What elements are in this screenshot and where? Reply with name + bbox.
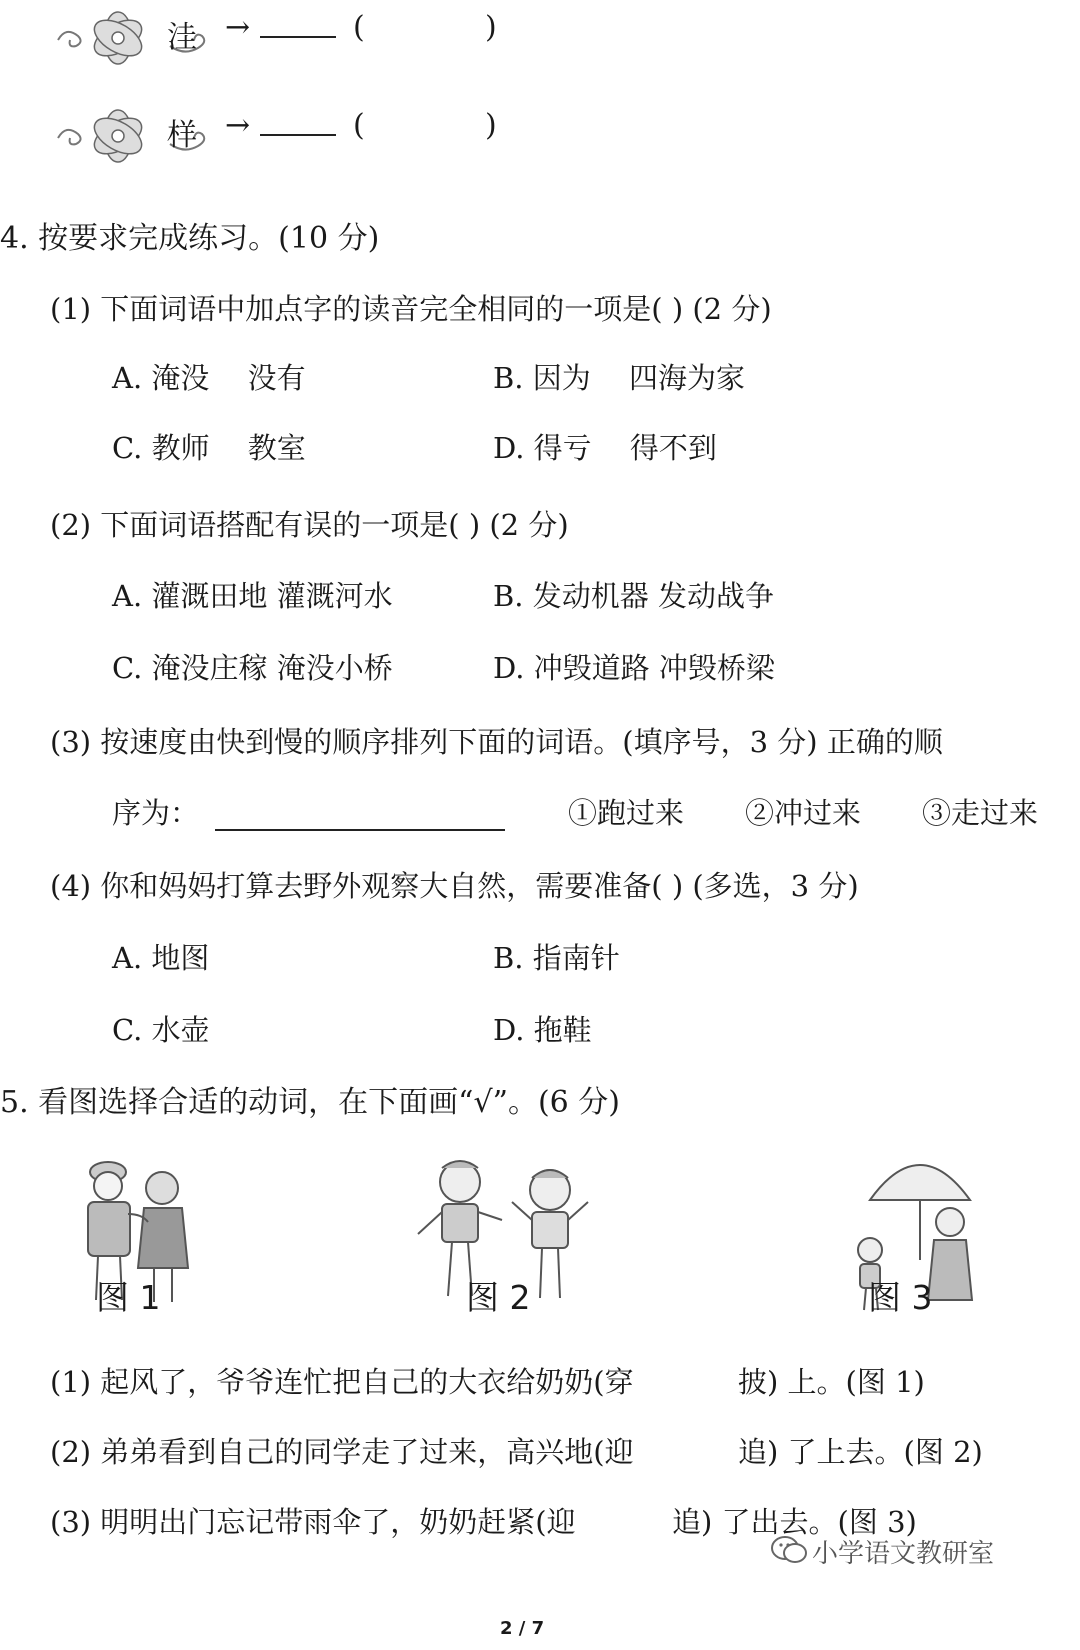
flower-row-2	[50, 98, 550, 180]
option-b[interactable]: B. 因为 四海为家	[493, 361, 745, 395]
sentence-3-part-a: (3) 明明出门忘记带雨伞了，奶奶赶紧(迎	[50, 1505, 576, 1539]
sentence-3-part-b: 追) 了出去。(图 3)	[672, 1505, 917, 1539]
question-4-1-stem: (1) 下面词语中加点字的读音完全相同的一项是( ) (2 分)	[50, 292, 772, 326]
paren-open: (	[353, 108, 365, 143]
caption-picture-3: 图 3	[868, 1278, 933, 1317]
sentence-2-part-a: (2) 弟弟看到自己的同学走了过来，高兴地(迎	[50, 1435, 634, 1469]
option-d[interactable]: D. 冲毁道路 冲毁桥梁	[493, 651, 775, 685]
word-option-1: ①跑过来	[568, 796, 685, 830]
arrow: →	[225, 108, 251, 143]
page-number: 2 / 7	[500, 1618, 545, 1639]
sentence-1-part-a: (1) 起风了，爷爷连忙把自己的大衣给奶奶(穿	[50, 1365, 634, 1399]
option-d[interactable]: D. 得亏 得不到	[493, 431, 717, 465]
watermark-text: 小学语文教研室	[812, 1539, 995, 1569]
answer-blank[interactable]	[215, 829, 505, 831]
question-4-title: 4. 按要求完成练习。(10 分)	[0, 221, 380, 256]
word-option-2: ②冲过来	[745, 796, 862, 830]
answer-blank[interactable]	[260, 36, 336, 38]
answer-blank[interactable]	[260, 134, 336, 136]
flower-character: 洼	[167, 20, 197, 55]
option-a[interactable]: A. 灌溉田地 灌溉河水	[112, 579, 393, 613]
option-a[interactable]: A. 淹没 没有	[112, 361, 306, 395]
option-d[interactable]: D. 拖鞋	[493, 1013, 592, 1047]
sentence-2-part-b: 追) 了上去。(图 2)	[738, 1435, 983, 1469]
wechat-icon	[770, 1534, 808, 1566]
flower-row-1	[50, 0, 550, 82]
caption-picture-2: 图 2	[466, 1278, 531, 1317]
option-c[interactable]: C. 教师 教室	[112, 431, 306, 465]
question-4-2-stem: (2) 下面词语搭配有误的一项是( ) (2 分)	[50, 508, 569, 542]
option-b[interactable]: B. 指南针	[493, 941, 620, 975]
answer-prefix: 序为：	[112, 796, 200, 830]
paren-close: )	[485, 10, 497, 45]
paren-close: )	[485, 108, 497, 143]
paren-open: (	[353, 10, 365, 45]
option-b[interactable]: B. 发动机器 发动战争	[493, 579, 774, 613]
sentence-1-part-b: 披) 上。(图 1)	[738, 1365, 925, 1399]
word-option-3: ③走过来	[922, 796, 1039, 830]
question-4-3-stem: (3) 按速度由快到慢的顺序排列下面的词语。(填序号，3 分) 正确的顺	[50, 725, 943, 759]
option-c[interactable]: C. 水壶	[112, 1013, 210, 1047]
caption-picture-1: 图 1	[96, 1278, 161, 1317]
option-c[interactable]: C. 淹没庄稼 淹没小桥	[112, 651, 393, 685]
question-4-4-stem: (4) 你和妈妈打算去野外观察大自然，需要准备( ) (多选，3 分)	[50, 869, 859, 903]
arrow: →	[225, 10, 251, 45]
option-a[interactable]: A. 地图	[112, 941, 210, 975]
flower-character: 样	[167, 118, 197, 153]
question-5-title: 5. 看图选择合适的动词，在下面画“√”。(6 分)	[0, 1085, 620, 1120]
